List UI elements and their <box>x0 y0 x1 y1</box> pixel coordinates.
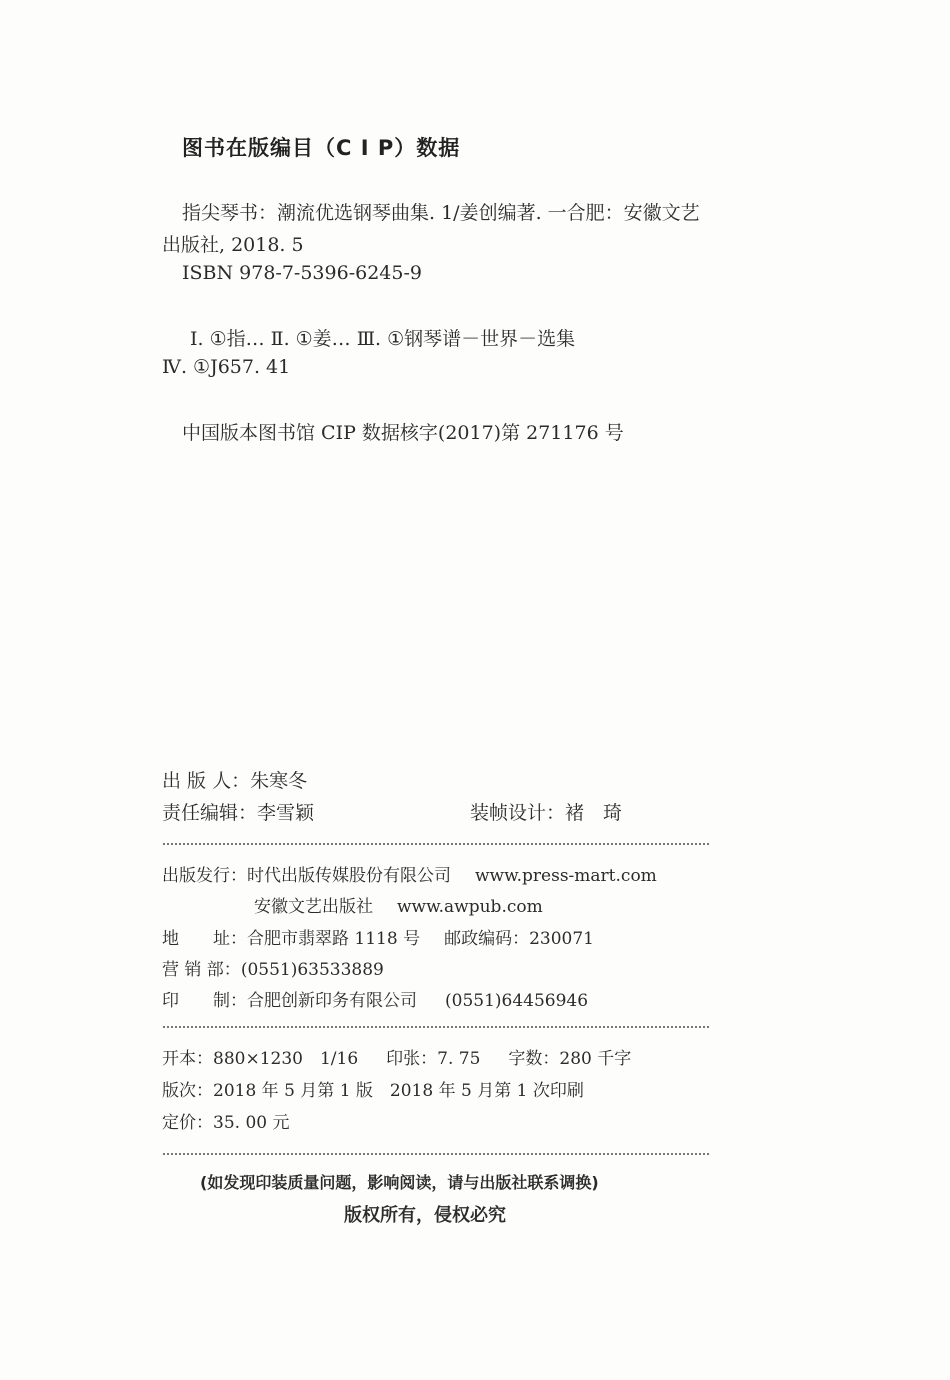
publisher-line <box>162 766 307 793</box>
sheets-label: 印张： <box>386 1049 438 1069</box>
address-value: 合肥市翡翠路 1118 号 <box>247 929 421 949</box>
words-label: 字数： <box>508 1049 560 1069</box>
publisher-name: 朱寒冬 <box>250 770 308 792</box>
address-line <box>162 924 594 949</box>
format-value: 880×1230 1/16 <box>213 1049 359 1069</box>
publisher-label: 出 版 人： <box>162 770 251 792</box>
format-line <box>162 1044 631 1069</box>
imprint-name: 安徽文艺出版社 <box>254 897 373 917</box>
imprint-url: www.awpub.com <box>397 897 543 917</box>
cip-heading: 图书在版编目（C I P）数据 <box>182 136 461 160</box>
address-label: 地 址： <box>162 929 247 949</box>
printer-phone: (0551)64456946 <box>445 991 589 1011</box>
price-value: 35. 00 元 <box>213 1113 290 1133</box>
distribution-line-1 <box>162 861 657 886</box>
distribution-label: 出版发行： <box>162 866 247 886</box>
designer-label: 装帧设计： <box>470 802 566 824</box>
cip-record-number: 中国版本图书馆 CIP 数据核字(2017)第 271176 号 <box>182 422 624 444</box>
edition-value: 2018 年 5 月第 1 版 2018 年 5 月第 1 次印刷 <box>213 1081 584 1101</box>
price-label: 定价： <box>162 1113 213 1133</box>
sales-phone: (0551)63533889 <box>240 960 384 980</box>
postcode-value: 230071 <box>529 929 594 949</box>
distribution-line-2 <box>254 892 543 917</box>
printer-line <box>162 986 588 1011</box>
designer-line <box>470 798 622 825</box>
dotted-divider <box>162 843 710 845</box>
price-line <box>162 1108 289 1133</box>
sales-label: 营 销 部： <box>162 960 241 980</box>
isbn: ISBN 978-7-5396-6245-9 <box>182 262 422 284</box>
designer-name: 褚 琦 <box>565 802 623 824</box>
editor-label: 责任编辑： <box>162 802 258 824</box>
edition-label: 版次： <box>162 1081 213 1101</box>
editor-line <box>162 798 314 825</box>
dotted-divider <box>162 1026 710 1028</box>
cip-class-line-2: Ⅳ. ①J657. 41 <box>162 356 291 378</box>
printer-name: 合肥创新印务有限公司 <box>247 991 417 1011</box>
postcode-label: 邮政编码： <box>444 929 530 949</box>
publisher-company: 时代出版传媒股份有限公司 <box>247 866 451 886</box>
edition-line <box>162 1076 584 1101</box>
replacement-notice: (如发现印装质量问题，影响阅读，请与出版社联系调换) <box>200 1173 599 1192</box>
cip-class-line-1: Ⅰ. ①指… Ⅱ. ①姜… Ⅲ. ①钢琴谱－世界－选集 <box>190 328 576 350</box>
copyright-notice: 版权所有，侵权必究 <box>344 1205 506 1226</box>
format-label: 开本： <box>162 1049 213 1069</box>
publisher-url: www.press-mart.com <box>475 866 657 886</box>
cip-entry-line-1: 指尖琴书：潮流优选钢琴曲集. 1/姜创编著. 一合肥：安徽文艺 <box>182 202 700 224</box>
printer-label: 印 制： <box>162 991 247 1011</box>
dotted-divider <box>162 1153 710 1155</box>
cip-entry-line-2: 出版社, 2018. 5 <box>162 234 304 256</box>
editor-name: 李雪颖 <box>257 802 315 824</box>
words-value: 280 千字 <box>559 1049 632 1069</box>
sales-line <box>162 955 384 980</box>
sheets-value: 7. 75 <box>437 1049 481 1069</box>
